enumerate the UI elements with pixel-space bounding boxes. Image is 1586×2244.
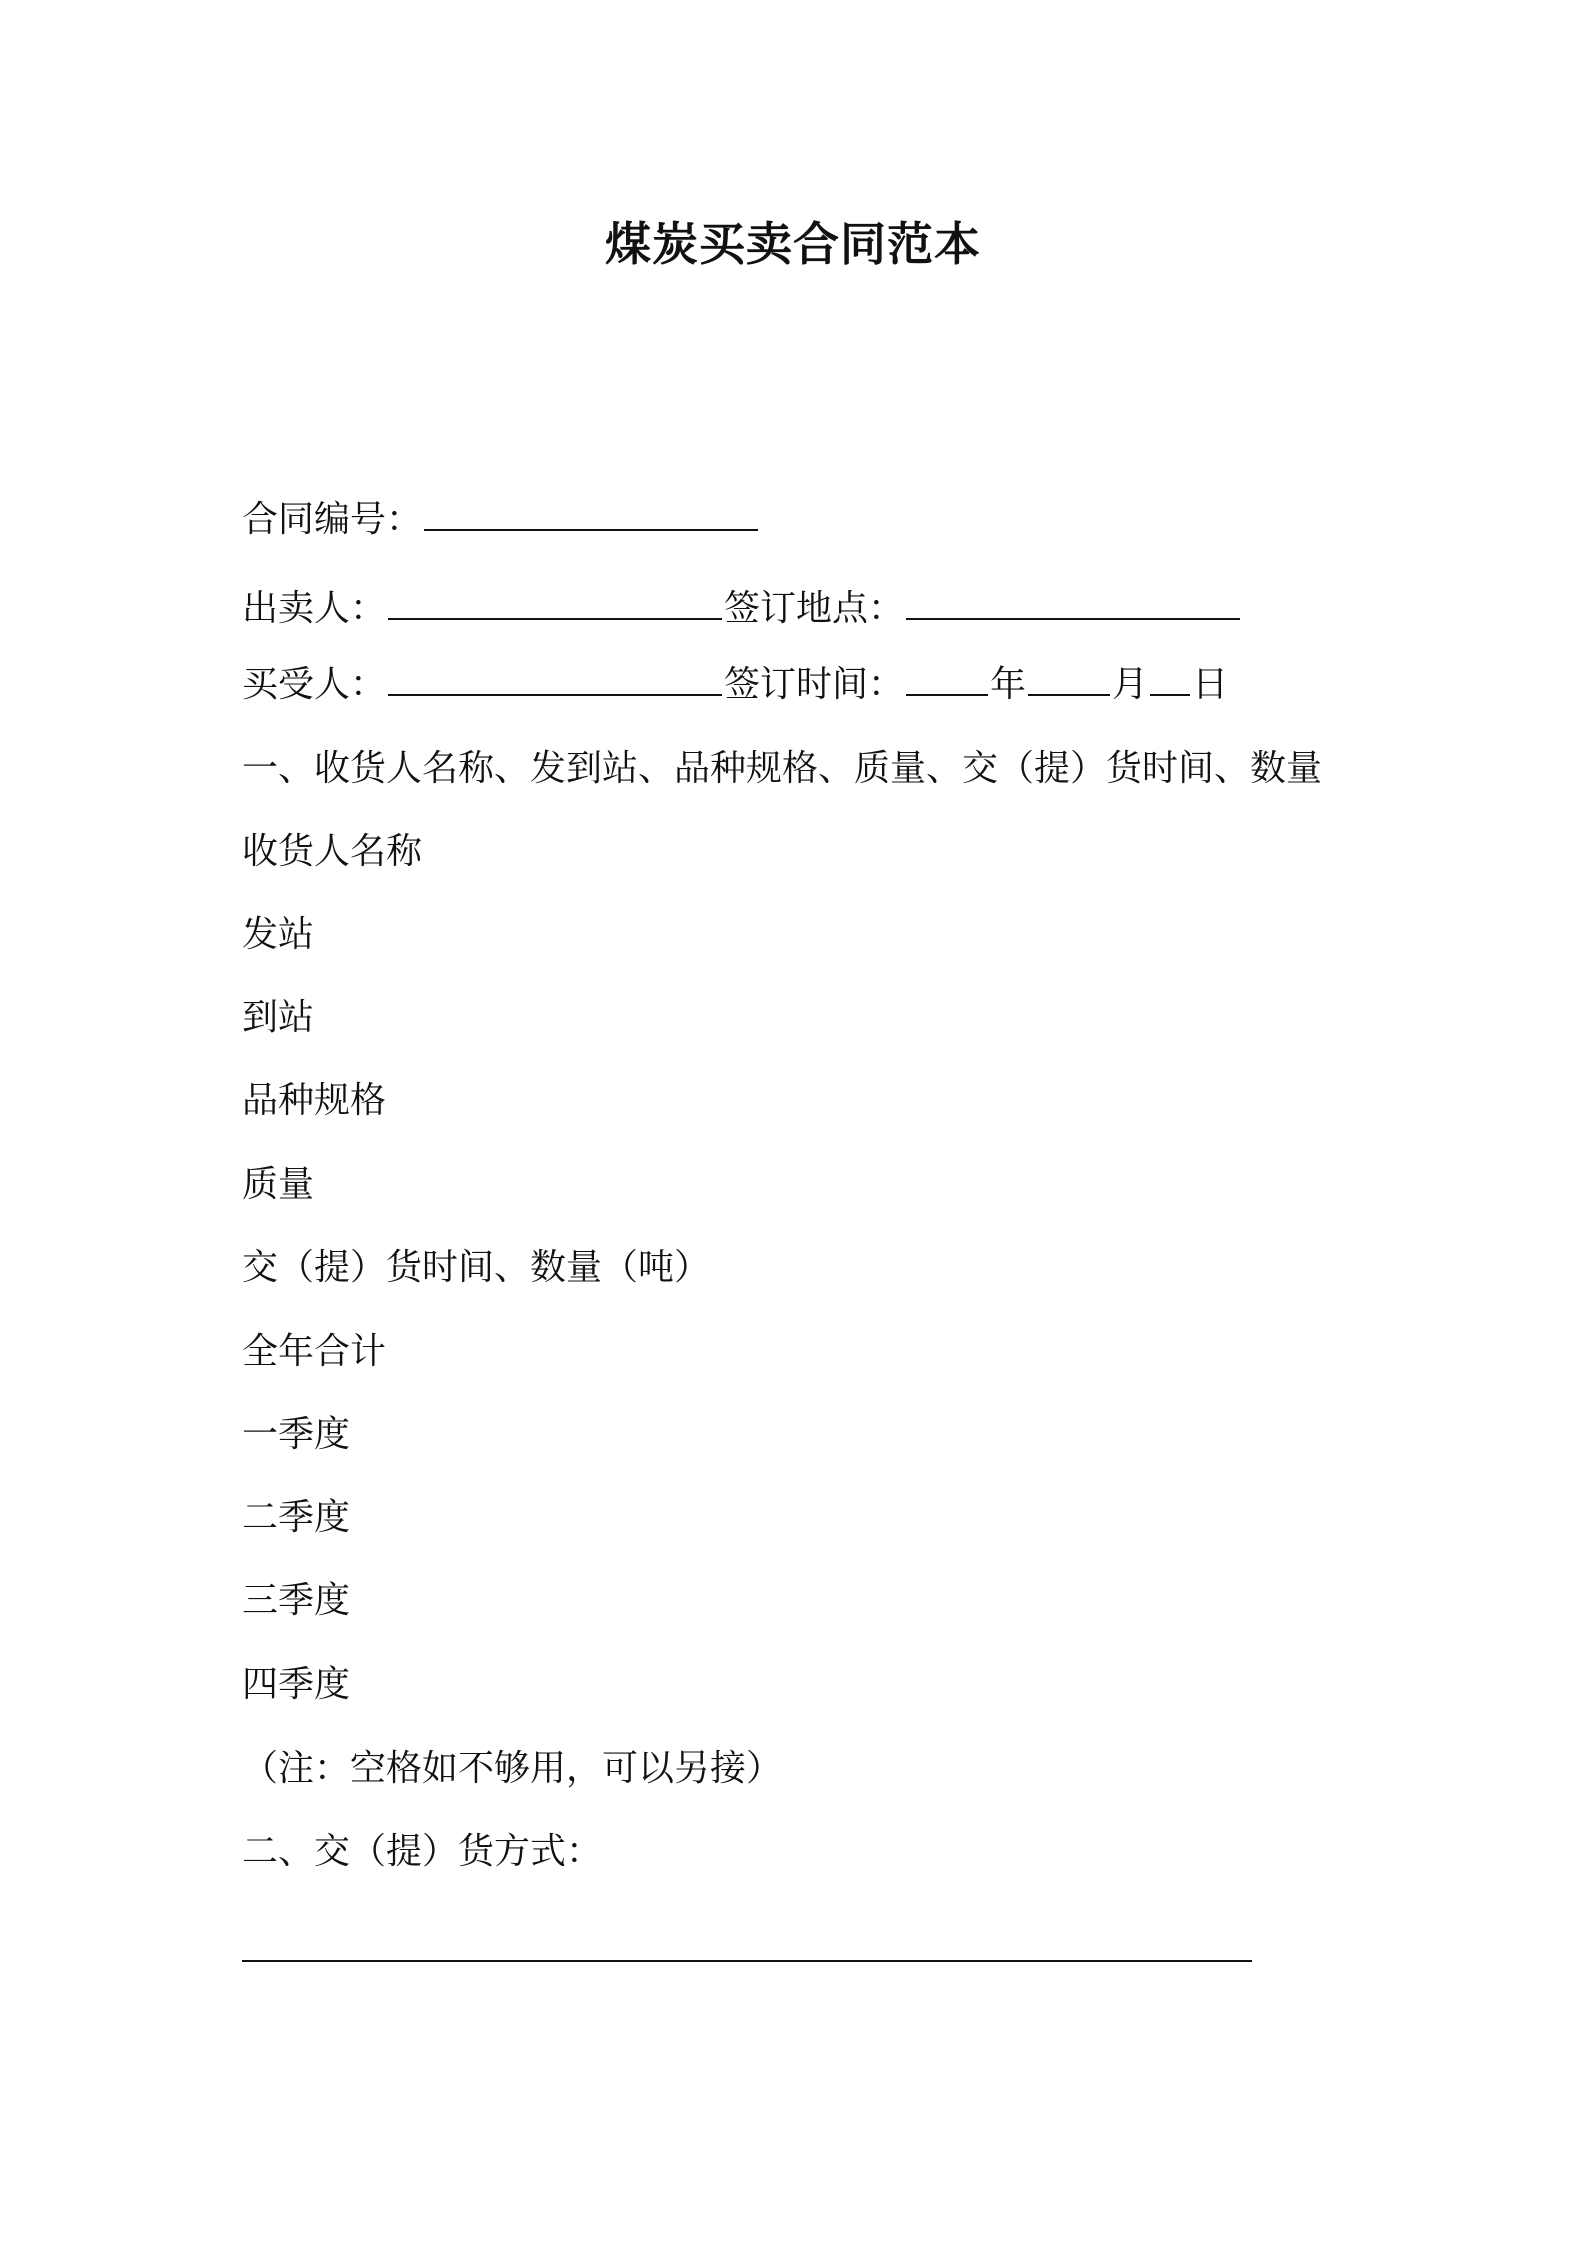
contract-number-blank[interactable]	[424, 499, 758, 531]
document-title: 煤炭买卖合同范本	[605, 217, 981, 271]
item-q2: 二季度	[242, 1497, 351, 1538]
sign-year-blank[interactable]	[906, 664, 988, 696]
item-annual-total: 全年合计	[242, 1331, 387, 1372]
sign-place-blank[interactable]	[906, 588, 1240, 620]
item-variety-spec: 品种规格	[242, 1080, 387, 1121]
note-text: （注：空格如不够用，可以另接）	[242, 1748, 783, 1789]
item-q4: 四季度	[242, 1664, 351, 1705]
month-label: 月	[1112, 664, 1149, 705]
seller-label: 出卖人：	[242, 588, 387, 629]
contract-number-label: 合同编号：	[242, 499, 423, 540]
sign-day-blank[interactable]	[1150, 664, 1190, 696]
item-quality: 质量	[242, 1164, 315, 1205]
seller-blank[interactable]	[388, 588, 722, 620]
buyer-blank[interactable]	[388, 664, 722, 696]
day-label: 日	[1192, 664, 1229, 705]
item-q1: 一季度	[242, 1414, 351, 1455]
sign-month-blank[interactable]	[1028, 664, 1110, 696]
sign-place-label: 签订地点：	[724, 588, 905, 629]
delivery-method-blank[interactable]	[242, 1960, 1252, 1962]
buyer-label: 买受人：	[242, 664, 387, 705]
item-departure-station: 发站	[242, 914, 315, 955]
item-delivery-time-quantity: 交（提）货时间、数量（吨）	[242, 1247, 711, 1288]
section-2-heading: 二、交（提）货方式：	[242, 1831, 603, 1872]
item-arrival-station: 到站	[242, 997, 315, 1038]
item-q3: 三季度	[242, 1580, 351, 1621]
contract-number-line	[242, 496, 760, 544]
section-1-heading: 一、收货人名称、发到站、品种规格、质量、交（提）货时间、数量	[242, 748, 1323, 789]
item-consignee-name: 收货人名称	[242, 831, 423, 872]
seller-line	[242, 585, 1242, 633]
year-label: 年	[990, 664, 1027, 705]
buyer-line	[242, 661, 1228, 709]
sign-time-label: 签订时间：	[724, 664, 905, 705]
